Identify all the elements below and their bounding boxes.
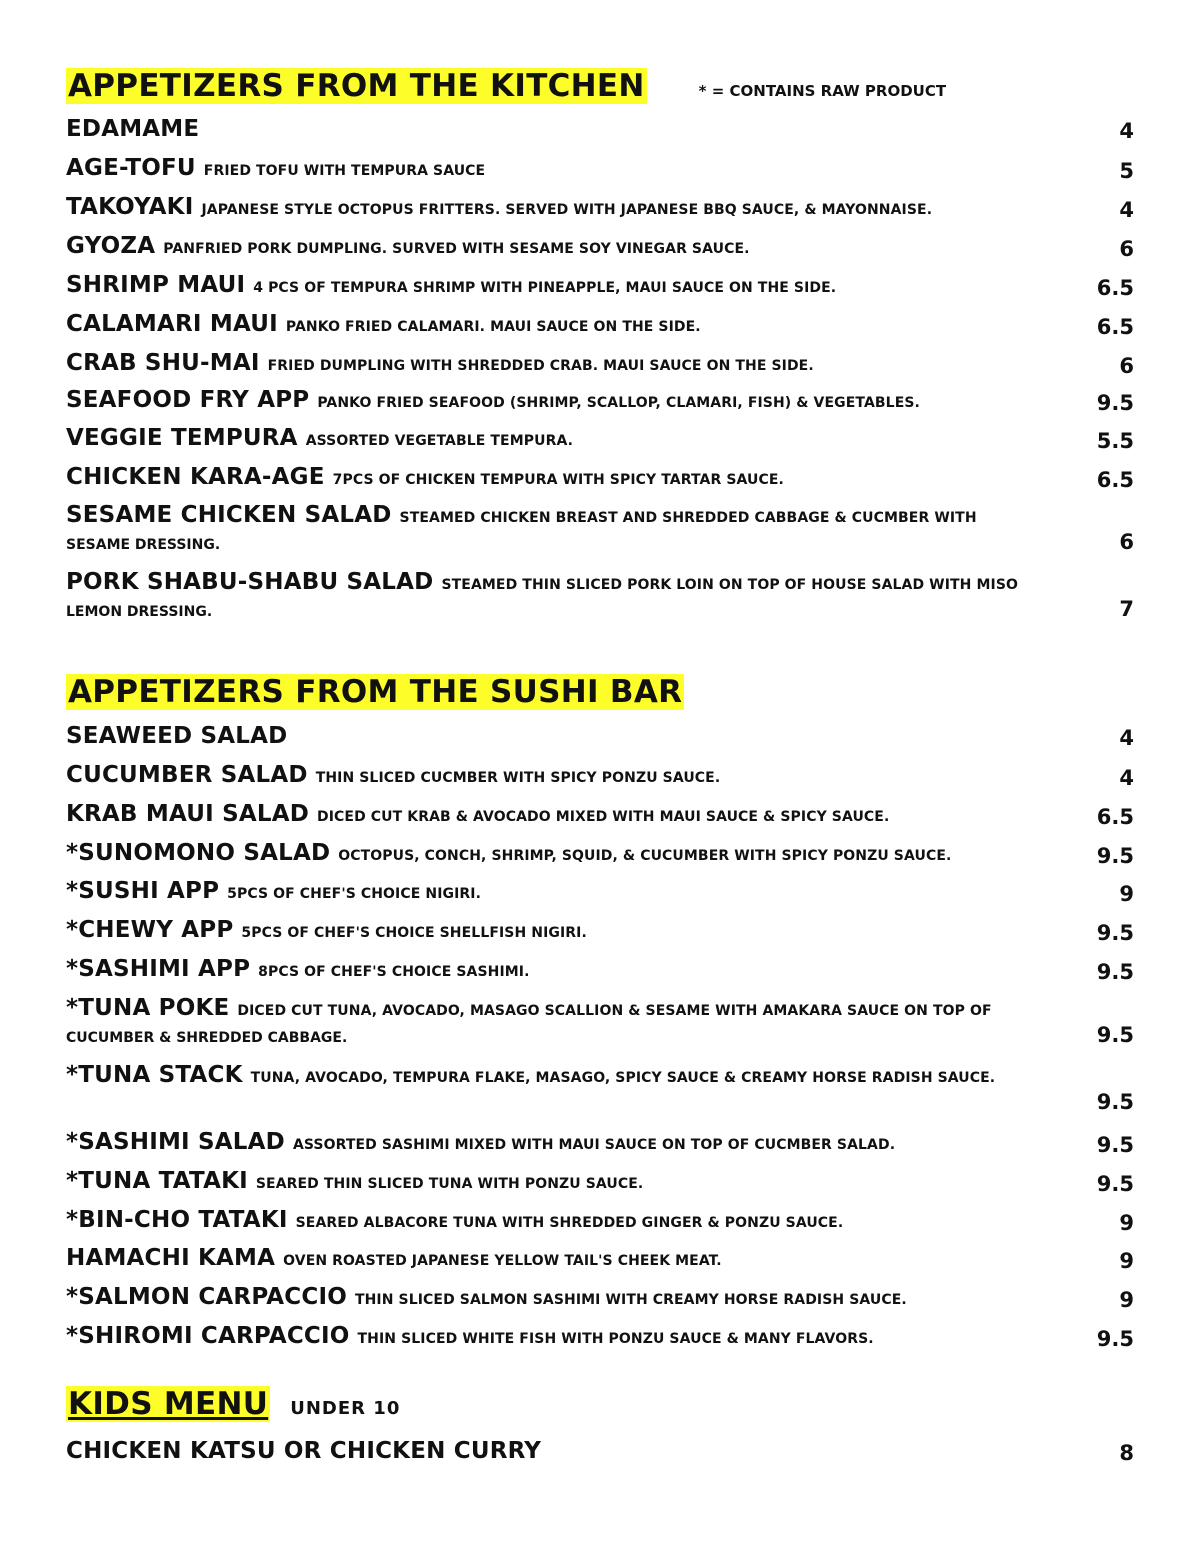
item-name: KRAB MAUI SALAD [66, 801, 310, 827]
section-header-sushi [66, 674, 684, 710]
menu-item [66, 1243, 1134, 1276]
item-description: OCTOPUS, CONCH, SHRIMP, SQUID, & CUCUMBER WITH SPICY PONZU SAUCE. [338, 848, 952, 864]
section-header-kids [66, 1386, 400, 1422]
menu-item [66, 153, 1134, 186]
item-price: 6.5 [1096, 468, 1134, 492]
item-description: DICED CUT KRAB & AVOCADO MIXED WITH MAUI SAUCE & SPICY SAUCE. [317, 809, 890, 825]
item-description: PANKO FRIED SEAFOOD (SHRIMP, SCALLOP, CLAMARI, FISH) & VEGETABLES. [317, 395, 920, 411]
item-name: CHICKEN KARA-AGE [66, 464, 325, 490]
menu-item [66, 1321, 1134, 1354]
item-description: THIN SLICED SALMON SASHIMI WITH CREAMY HORSE RADISH SAUCE. [354, 1292, 907, 1308]
item-name: *SHIROMI CARPACCIO [66, 1323, 350, 1349]
item-description: PANKO FRIED CALAMARI. MAUI SAUCE ON THE SIDE. [285, 319, 701, 335]
item-price: 9.5 [1096, 1172, 1134, 1196]
item-description: JAPANESE STYLE OCTOPUS FRITTERS. SERVED WITH JAPANESE BBQ SAUCE, & MAYONNAISE. [201, 202, 933, 218]
item-price: 9.5 [1096, 1133, 1134, 1157]
menu-item [66, 1166, 1134, 1199]
kids-age-note: UNDER 10 [290, 1398, 401, 1419]
item-name: SHRIMP MAUI [66, 272, 246, 298]
item-name: *SASHIMI SALAD [66, 1129, 285, 1155]
item-name: VEGGIE TEMPURA [66, 425, 298, 451]
item-description: DICED CUT TUNA, AVOCADO, MASAGO SCALLION & SESAME WITH AMAKARA SAUCE ON TOP OF [237, 1003, 992, 1019]
menu-item [66, 1205, 1134, 1238]
item-name: SEAFOOD FRY APP [66, 387, 310, 413]
item-description: 7PCS OF CHICKEN TEMPURA WITH SPICY TARTAR SAUCE. [332, 472, 784, 488]
item-name: TAKOYAKI [66, 194, 194, 220]
item-name: *SUSHI APP [66, 878, 220, 904]
item-name: PORK SHABU-SHABU SALAD [66, 569, 434, 595]
item-description: ASSORTED SASHIMI MIXED WITH MAUI SAUCE ON TOP OF CUCMBER SALAD. [292, 1137, 896, 1153]
item-price: 9 [1119, 1211, 1134, 1235]
item-name: CHICKEN KATSU OR CHICKEN CURRY [66, 1438, 542, 1464]
item-price: 9.5 [1096, 391, 1134, 415]
item-description-cont: LEMON DRESSING. [66, 604, 213, 620]
item-price: 9 [1119, 1249, 1134, 1273]
menu-item [66, 1282, 1134, 1315]
item-name: SESAME CHICKEN SALAD [66, 502, 392, 528]
menu-item [66, 721, 1134, 753]
menu-item [66, 500, 1134, 557]
menu-item [66, 1436, 1134, 1468]
item-price: 8 [1119, 1441, 1134, 1465]
menu-item [66, 231, 1134, 264]
item-name: SEAWEED SALAD [66, 723, 288, 749]
item-name: *SALMON CARPACCIO [66, 1284, 347, 1310]
item-description: SEARED THIN SLICED TUNA WITH PONZU SAUCE. [255, 1176, 644, 1192]
item-description: OVEN ROASTED JAPANESE YELLOW TAIL'S CHEEK MEAT. [283, 1253, 722, 1269]
item-price: 5.5 [1096, 429, 1134, 453]
section-title-kitchen: APPETIZERS FROM THE KITCHEN [68, 68, 645, 104]
menu-item [66, 760, 1134, 793]
item-name: *BIN-CHO TATAKI [66, 1207, 288, 1233]
item-description: ASSORTED VEGETABLE TEMPURA. [305, 433, 574, 449]
item-description: FRIED TOFU WITH TEMPURA SAUCE [203, 163, 486, 179]
item-price: 4 [1119, 198, 1134, 222]
item-name: AGE-TOFU [66, 155, 196, 181]
menu-item [66, 954, 1134, 987]
section-title-kids: KIDS MENU [68, 1386, 269, 1422]
item-name: *SASHIMI APP [66, 956, 251, 982]
menu-item [66, 1127, 1134, 1160]
item-description: 4 PCS OF TEMPURA SHRIMP WITH PINEAPPLE, MAUI SAUCE ON THE SIDE. [253, 280, 837, 296]
item-description: THIN SLICED WHITE FISH WITH PONZU SAUCE & MANY FLAVORS. [357, 1331, 874, 1347]
item-name: CRAB SHU-MAI [66, 350, 260, 376]
item-price: 4 [1119, 766, 1134, 790]
item-name: GYOZA [66, 233, 156, 259]
item-price: 9.5 [1096, 1023, 1134, 1047]
menu-item [66, 114, 1134, 146]
item-description: 8PCS OF CHEF'S CHOICE SASHIMI. [258, 964, 530, 980]
menu-item [66, 799, 1134, 832]
item-price: 9.5 [1096, 844, 1134, 868]
item-name: EDAMAME [66, 116, 200, 142]
item-name: *CHEWY APP [66, 917, 234, 943]
section-header-kitchen [66, 68, 946, 104]
item-price: 5 [1119, 159, 1134, 183]
item-price: 9.5 [1096, 1327, 1134, 1351]
item-name: CALAMARI MAUI [66, 311, 278, 337]
menu-item [66, 348, 1134, 381]
item-price: 6 [1119, 237, 1134, 261]
item-price: 9.5 [1096, 921, 1134, 945]
item-description: TUNA, AVOCADO, TEMPURA FLAKE, MASAGO, SPICY SAUCE & CREAMY HORSE RADISH SAUCE. [250, 1070, 996, 1086]
item-description: THIN SLICED CUCMBER WITH SPICY PONZU SAUCE. [315, 770, 721, 786]
item-description: STEAMED CHICKEN BREAST AND SHREDDED CABBAGE & CUCMBER WITH [399, 510, 977, 526]
item-price: 6 [1119, 530, 1134, 554]
item-name: CUCUMBER SALAD [66, 762, 308, 788]
menu-item [66, 567, 1134, 624]
item-name: HAMACHI KAMA [66, 1245, 276, 1271]
item-price: 6.5 [1096, 805, 1134, 829]
item-description: 5PCS OF CHEF'S CHOICE SHELLFISH NIGIRI. [241, 925, 587, 941]
item-description: SEARED ALBACORE TUNA WITH SHREDDED GINGER & PONZU SAUCE. [295, 1215, 844, 1231]
menu-item [66, 993, 1134, 1050]
item-price: 6.5 [1096, 276, 1134, 300]
item-description: 5PCS OF CHEF'S CHOICE NIGIRI. [227, 886, 482, 902]
menu-item [66, 838, 1134, 871]
item-price: 9.5 [1096, 960, 1134, 984]
item-price: 9.5 [1096, 1090, 1134, 1114]
item-name: *TUNA STACK [66, 1062, 243, 1088]
item-price: 4 [1119, 726, 1134, 750]
item-price: 6.5 [1096, 315, 1134, 339]
menu-item [66, 876, 1134, 909]
section-title-sushi: APPETIZERS FROM THE SUSHI BAR [68, 674, 683, 710]
item-description: FRIED DUMPLING WITH SHREDDED CRAB. MAUI SAUCE ON THE SIDE. [267, 358, 814, 374]
item-name: *SUNOMONO SALAD [66, 840, 331, 866]
item-description: STEAMED THIN SLICED PORK LOIN ON TOP OF HOUSE SALAD WITH MISO [441, 577, 1018, 593]
item-description: PANFRIED PORK DUMPLING. SURVED WITH SESAME SOY VINEGAR SAUCE. [163, 241, 750, 257]
raw-product-note: * = CONTAINS RAW PRODUCT [698, 82, 947, 100]
item-price: 9 [1119, 882, 1134, 906]
item-price: 6 [1119, 354, 1134, 378]
menu-item [66, 462, 1134, 495]
menu-item [66, 309, 1134, 342]
item-description-cont: CUCUMBER & SHREDDED CABBAGE. [66, 1030, 348, 1046]
menu-item [66, 915, 1134, 948]
menu-item [66, 423, 1134, 456]
item-description-cont: SESAME DRESSING. [66, 537, 221, 553]
item-price: 4 [1119, 119, 1134, 143]
item-price: 7 [1119, 597, 1134, 621]
item-name: *TUNA POKE [66, 995, 230, 1021]
menu-item [66, 270, 1134, 303]
item-name: *TUNA TATAKI [66, 1168, 248, 1194]
menu-item [66, 385, 1134, 418]
menu-item [66, 192, 1134, 225]
menu-item [66, 1060, 1134, 1117]
item-price: 9 [1119, 1288, 1134, 1312]
